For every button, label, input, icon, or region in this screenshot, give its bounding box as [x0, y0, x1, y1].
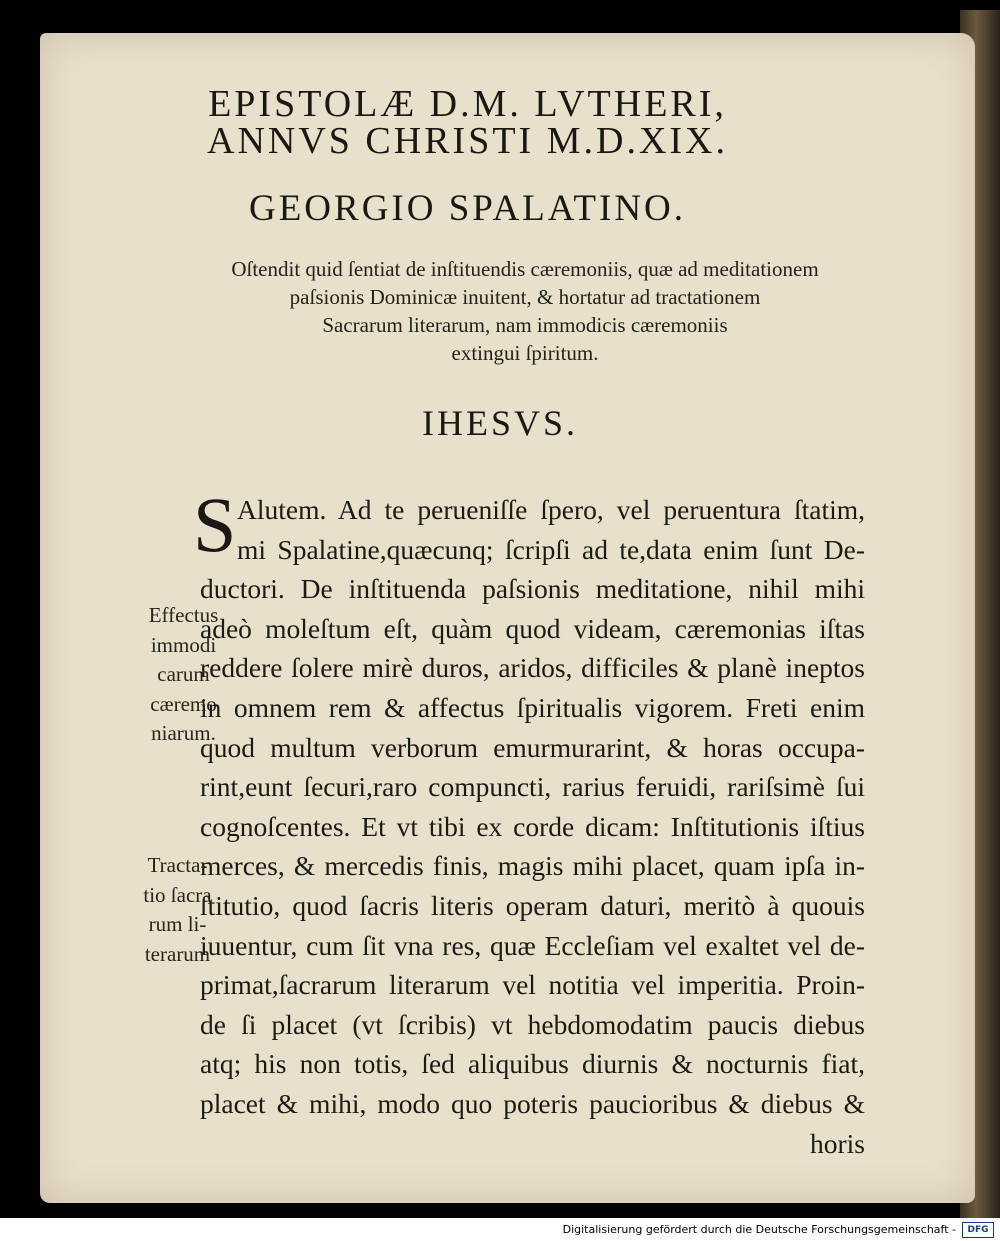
summary-line: extingui ſpiritum.: [451, 341, 599, 365]
dfg-logo-icon: DFG: [962, 1222, 994, 1238]
body-line: iuuentur, cum ſit vna res, quæ Eccleſiam vel exaltet vel de-: [200, 929, 865, 961]
body-line: quod multum verborum emurmurarint, & horas occupa-: [200, 731, 865, 763]
marginal-line: immodi: [150, 632, 217, 657]
summary-block: [180, 255, 870, 367]
body-line: adeò moleſtum eſt, quàm quod videam, cæremonias iſtas: [200, 612, 865, 644]
drop-cap: S: [193, 481, 237, 568]
body-line: atq; his non totis, ſed aliquibus diurnis & nocturnis fiat,: [200, 1048, 865, 1080]
body-line: ductori. De inſtituenda paſsionis meditatione, nihil mihi: [200, 573, 865, 605]
body-text: [200, 490, 865, 1163]
marginal-line: cæremo: [150, 691, 217, 716]
body-line: rint,eunt ſecuri,raro compuncti, rarius feruidi, rariſsimè ſui: [200, 771, 865, 803]
summary-line: Sacrarum literarum, nam immodicis cæremoniis: [322, 313, 728, 337]
summary-line: paſsionis Dominicæ inuitent, & hortatur ad tractationem: [289, 285, 761, 309]
body-line: in omnem rem & affectus ſpiritualis vigorem. Freti enim: [200, 691, 865, 723]
body-line: Alutem. Ad te perueniſſe ſpero, vel peruentura ſtatim,: [237, 494, 865, 525]
body-line: reddere ſolere mirè duros, aridos, difficiles & planè ineptos: [200, 652, 865, 684]
catchword: horis: [810, 1127, 865, 1159]
body-line: primat,ſacrarum literarum vel notitia vel imperitia. Proin-: [200, 969, 865, 1001]
body-line: merces, & mercedis finis, magis mihi placet, quam ipſa in-: [200, 850, 865, 882]
marginal-note-effectus: [136, 601, 231, 749]
marginal-line: niarum.: [151, 721, 216, 746]
marginal-line: Effectus: [148, 603, 219, 627]
marginal-line: tio ſacra: [143, 882, 212, 907]
digitization-footer: [0, 1218, 1000, 1241]
header-line-2: ANNVS CHRISTI M.D.XIX.: [207, 120, 728, 162]
body-line: ſtitutio, quod ſacris literis operam daturi, meritò à quouis: [200, 889, 865, 921]
summary-line: Oſtendit quid ſentiat de inſtituendis cæremoniis, quæ ad meditationem: [231, 257, 819, 281]
invocation-heading: IHESVS.: [421, 403, 579, 443]
marginal-line: rum li-: [148, 912, 207, 937]
body-line: placet & mihi, modo quo poteris paucioribus & diebus &: [200, 1087, 865, 1119]
addressee-heading: GEORGIO SPALATINO.: [248, 188, 687, 229]
body-line: mi Spalatine,quæcunq; ſcripſi ad te,data enim ſunt De-: [237, 533, 865, 565]
marginal-line: carum: [157, 662, 210, 687]
header-line-1: EPISTOLÆ D.M. LVTHERI,: [208, 83, 727, 125]
marginal-line: Tracta-: [147, 853, 208, 877]
marginal-note-tractatio: [130, 851, 225, 969]
body-line: cognoſcentes. Et vt tibi ex corde dicam: Inſtitutionis iſtius: [200, 810, 865, 842]
footer-credit: Digitalisierung gefördert durch die Deutsche Forschungsgemeinschaft -: [562, 1223, 956, 1236]
marginal-line: terarum: [144, 941, 211, 966]
body-line: de ſi placet (vt ſcribis) vt hebdomodatim paucis diebus: [200, 1008, 865, 1040]
